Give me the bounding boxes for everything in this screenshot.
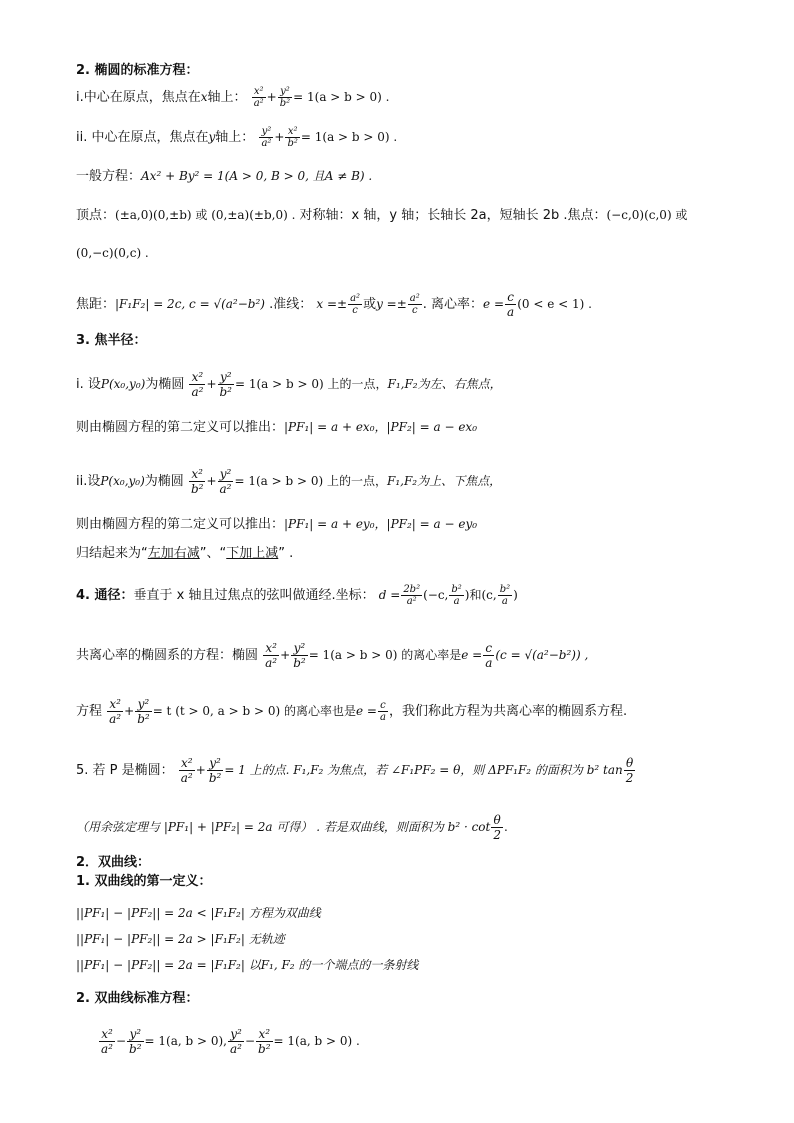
line-vertices: 顶点：(±a,0)(0,±b) 或 (0,±a)(±b,0) . 对称轴：x 轴，y 轴；长轴长 2a，短轴长 2b .焦点：(−c,0)(c,0) 或 <box>76 208 688 223</box>
section-title-hyperbola: 2．双曲线： <box>76 855 151 870</box>
line-latus-rectum: 4. 通径：垂直于 x 轴且过焦点的弦叫做通经.坐标： d = $\frac{\text{2b²}}{\text{a²}}$ (−c, $\frac{\text{b²}}{a}$ )和(c, $\frac{\text{b²}}{a}$ ) <box>76 584 518 607</box>
line-foci-cont: (0,−c)(0,c) . <box>76 246 149 260</box>
line-focal-radius-ii-result: 则由椭圆方程的第二定义可以推出：|PF₁| = a + ey₀，|PF₂| = a − ey₀ <box>76 517 478 532</box>
line-focal-triangle-area: 5. 若 P 是椭圆： $\frac{\text{x²}}{\text{a²}}$ + $\frac{\text{y²}}{\text{b²}}$ = 1 上的点. F₁,F₂ 为焦点，若 ∠F₁PF₂ = θ，则 ΔPF₁F₂ 的面积为 b² tan $\frac{\theta}{2}$ <box>76 756 634 785</box>
line-ellipse-y-axis: ii. 中心在原点，焦点在y轴上： $\frac{\text{y²}}{\text{a²}}$ + $\frac{\text{x²}}{\text{b²}}$ = 1(a > b > 0) . <box>76 126 398 149</box>
line-hyperbola-standard-equations: $\frac{\text{x²}}{\text{a²}}$ − $\frac{\text{y²}}{\text{b²}}$ = 1(a, b > 0), $\frac{\text{y²}}{\text{a²}}$ − $\frac{\text{x²}}{\text{b²}}$ = 1(a, b > 0) . <box>101 1027 360 1056</box>
line-summary: 归结起来为“左加右减”、“下加上减” . <box>76 546 294 561</box>
line-focal-radius-ii: ii.设P(x₀,y₀)为椭圆 $\frac{\text{x²}}{\text{b²}}$ + $\frac{\text{y²}}{\text{a²}}$ = 1(a > b > 0) 上的一点，F₁,F₂为上、下焦点， <box>76 467 502 496</box>
line-ellipse-x-axis: i.中心在原点，焦点在x轴上： $\frac{\text{x²}}{\text{a²}}$ + $\frac{\text{y²}}{\text{b²}}$ = 1(a > b > 0) . <box>76 86 390 109</box>
section-title-ellipse-standard: 2. 椭圆的标准方程： <box>76 63 199 78</box>
line-area-note: （用余弦定理与 |PF₁| + |PF₂| = 2a 可得） . 若是双曲线，则面积为 b² · cot $\frac{\theta}{2}$ . <box>76 813 508 842</box>
line-focal-radius-i-result: 则由椭圆方程的第二定义可以推出：|PF₁| = a + ex₀，|PF₂| = a − ex₀ <box>76 420 478 435</box>
line-general-equation: 一般方程：Ax² + By² = 1(A > 0, B > 0, 且A ≠ B) . <box>76 169 373 184</box>
line-co-eccentric-family: 方程 $\frac{\text{x²}}{\text{a²}}$ + $\frac{\text{y²}}{\text{b²}}$ = t (t > 0, a > b > 0) 的离心率也是e = $\frac{c}{a}$ ，我们称此方程为共离心率的椭圆系方程. <box>76 697 628 726</box>
section-title-focal-radius: 3. 焦半径： <box>76 333 147 348</box>
section-title-hyperbola-standard: 2. 双曲线标准方程： <box>76 991 199 1006</box>
line-hyperbola-def-1: ||PF₁| − |PF₂|| = 2a < |F₁F₂| 方程为双曲线 <box>76 906 321 920</box>
line-hyperbola-def-3: ||PF₁| − |PF₂|| = 2a = |F₁F₂| 以F₁, F₂ 的一个端点的一条射线 <box>76 958 419 972</box>
line-focal-directrix: 焦距：|F₁F₂| = 2c, c = √(a²−b²) .准线： x =± $\frac{\text{a²}}{c}$ 或y =± $\frac{\text{a²}}{c}$ . 离心率：e = $\frac{c}{a}$ (0 < e < 1) . <box>76 290 592 319</box>
line-hyperbola-def-2: ||PF₁| − |PF₂|| = 2a > |F₁F₂| 无轨迹 <box>76 932 285 946</box>
line-focal-radius-i: i. 设P(x₀,y₀)为椭圆 $\frac{\text{x²}}{\text{a²}}$ + $\frac{\text{y²}}{\text{b²}}$ = 1(a > b > 0) 上的一点，F₁,F₂为左、右焦点， <box>76 370 502 399</box>
section-title-hyperbola-definition: 1. 双曲线的第一定义： <box>76 874 212 889</box>
line-co-eccentric: 共离心率的椭圆系的方程：椭圆 $\frac{\text{x²}}{\text{a²}}$ + $\frac{\text{y²}}{\text{b²}}$ = 1(a > b > 0) 的离心率是e = $\frac{c}{a}$ (c = √(a²−b²)) , <box>76 641 589 670</box>
